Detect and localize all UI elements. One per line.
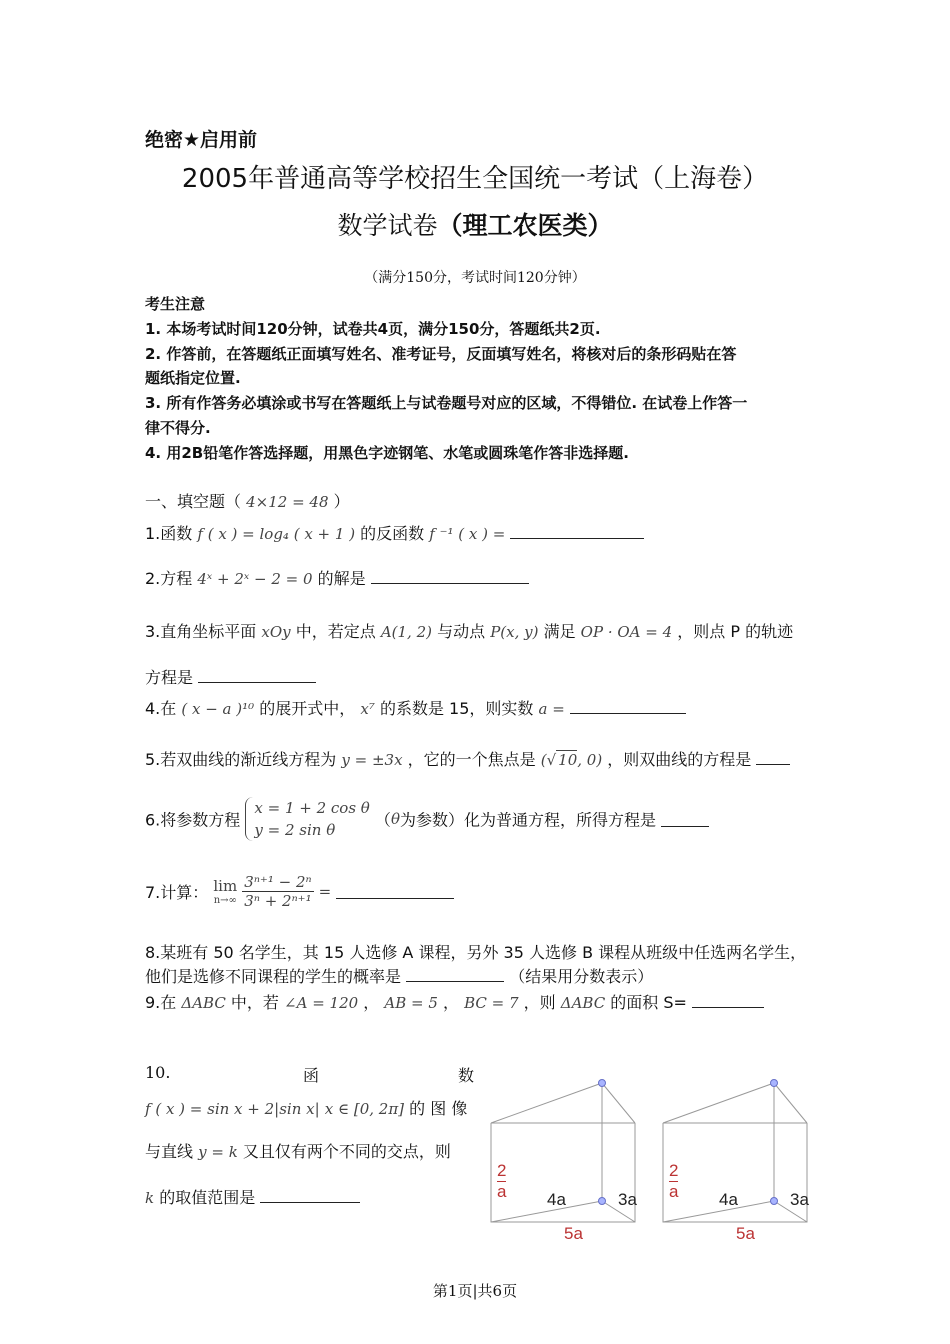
exam-subtitle	[0, 206, 950, 242]
confidential-mark: 绝密★启用前	[145, 129, 258, 151]
notice-item-2-cont: 题纸指定位置.	[145, 369, 241, 387]
question-5	[145, 747, 790, 770]
q3-point-p: P(x, y)	[490, 623, 539, 641]
q6-row-x: x = 1 + 2 cos θ	[254, 799, 370, 817]
notice-item-4: 4. 用2B铅笔作答选择题，用黑色字迹钢笔、水笔或圆珠笔作答非选择题.	[145, 444, 629, 462]
q10-domain: x ∈ [0, 2π]	[324, 1100, 405, 1118]
q7-lim-word: lim	[213, 877, 238, 895]
q7-lim-sub: n→∞	[213, 895, 237, 906]
q4-variable: a =	[538, 700, 565, 718]
q9-text-f: 的面积 S=	[610, 993, 687, 1012]
prism-left-frac-den: a	[497, 1182, 507, 1201]
q2-equation: 4ˣ + 2ˣ − 2 = 0	[197, 570, 313, 588]
prism-right-label-5a: 5a	[736, 1224, 755, 1243]
q5-text-c: ，则双曲线的方程是	[607, 750, 752, 769]
question-4	[145, 696, 686, 719]
prism-left-label-4a: 4a	[547, 1190, 566, 1209]
q3-text-a: 3.直角坐标平面	[145, 622, 257, 641]
prism-left-top-right	[602, 1083, 635, 1123]
prism-right-label-3a: 3a	[790, 1190, 809, 1209]
question-8-line-2	[145, 964, 653, 987]
q7-numerator: 3ⁿ⁺¹ − 2ⁿ	[244, 873, 312, 891]
notice-item-1: 1. 本场考试时间120分钟，试卷共4页，满分150分，答题纸共2页.	[145, 320, 601, 338]
prism-left-frac-num: 2	[497, 1161, 507, 1180]
q5-asymptote: y = ±3x	[341, 751, 403, 769]
question-2	[145, 566, 529, 589]
q7-equals: =	[318, 882, 332, 901]
q10-line: y = k	[198, 1143, 238, 1161]
question-6	[145, 797, 709, 841]
q1-text-b: 的反函数	[360, 524, 425, 543]
subtitle-category: （理工农医类）	[437, 211, 613, 240]
notice-item-2: 2. 作答前，在答题纸正面填写姓名、准考证号，反面填写姓名，将核对后的条形码贴在答	[145, 345, 737, 363]
exam-title: 2005年普通高等学校招生全国统一考试（上海卷）	[181, 164, 769, 194]
q5-focus-close: , 0)	[577, 751, 603, 769]
prism-right-frac-den: a	[669, 1182, 679, 1201]
q10-word-1: 函	[303, 1066, 320, 1085]
q8-answer-blank[interactable]	[406, 967, 504, 982]
q10-k: k	[145, 1189, 155, 1207]
page-footer: 第1页|共6页	[432, 1282, 518, 1300]
question-1	[145, 521, 644, 544]
q4-text-b: 的展开式中，	[259, 699, 356, 718]
q4-answer-blank[interactable]	[570, 699, 686, 714]
q10-text-b: 的 图 像	[409, 1099, 468, 1118]
section-label: 一、填空题（	[145, 492, 242, 511]
q6-text-a: 6.将参数方程	[145, 810, 241, 830]
prism-right-height-label	[669, 1161, 678, 1202]
section-heading	[145, 489, 350, 512]
prism-right-frac-num: 2	[669, 1161, 679, 1180]
q10-text-e: 的取值范围是	[159, 1188, 256, 1207]
q6-row-y: y = 2 sin θ	[254, 821, 336, 839]
subtitle-main: 数学试卷	[337, 211, 438, 240]
q9-text-a: 9.在	[145, 993, 177, 1012]
prism-right-top-vertex	[771, 1080, 778, 1087]
question-7	[145, 873, 454, 910]
q3-plane: xOy	[261, 623, 291, 641]
q10-word-2: 数	[458, 1066, 475, 1085]
section-close: ）	[333, 492, 350, 511]
q7-text-a: 7.计算：	[145, 883, 209, 902]
q10-number: 10.	[145, 1063, 171, 1082]
notice-heading: 考生注意	[145, 295, 206, 313]
q10-function: f ( x ) = sin x + 2|sin x|	[145, 1100, 320, 1118]
q6-text-b: （	[374, 810, 391, 830]
q5-focus-open: (	[540, 751, 547, 769]
q3-point-a: A(1, 2)	[380, 623, 432, 641]
question-10-line-3	[145, 1139, 451, 1162]
q10-text-d: 又且仅有两个不同的交点，则	[242, 1142, 451, 1161]
prism-left-label-5a: 5a	[564, 1224, 583, 1243]
prism-right-top-left	[663, 1083, 774, 1123]
q2-text-a: 2.方程	[145, 569, 193, 588]
q8-text-a: 他们是选修不同课程的学生的概率是	[145, 967, 402, 986]
q10-answer-blank[interactable]	[260, 1188, 360, 1203]
q1-answer-blank[interactable]	[510, 524, 644, 539]
q9-comma-1: ，	[363, 993, 380, 1012]
notice-item-3-cont: 律不得分.	[145, 419, 211, 437]
q9-angle: ∠A = 120	[284, 994, 359, 1012]
prism-figures	[488, 1075, 813, 1250]
prism-figures-svg	[488, 1075, 813, 1250]
q5-focus: (√ 10, 0)	[540, 751, 603, 769]
notice-item-3: 3. 所有作答务必填涂或书写在答题纸上与试卷题号对应的区域，不得错位. 在试卷上作答一	[145, 394, 748, 412]
question-3	[145, 619, 793, 642]
question-10	[145, 1063, 475, 1085]
q3-text-e: ，则点 P 的轨迹	[677, 622, 794, 641]
q3-text-c: 与动点	[437, 622, 486, 641]
q8-text-b: （结果用分数表示）	[509, 967, 654, 986]
question-8: 8.某班有 50 名学生，其 15 人选修 A 课程，另外 35 人选修 B 课程从班级中任选两名学生，	[145, 943, 807, 962]
q10-text-c: 与直线	[145, 1142, 194, 1161]
q2-answer-blank[interactable]	[371, 569, 529, 584]
q1-text-a: 1.函数	[145, 524, 193, 543]
prism-left-height-label	[497, 1161, 506, 1202]
prism-right-top-right	[774, 1083, 807, 1123]
q6-parametric-system	[245, 797, 369, 841]
q6-text-c: 为参数）化为普通方程，所得方程是	[399, 810, 656, 830]
q3-text-d: 满足	[543, 622, 576, 641]
q4-term: x⁷	[360, 700, 375, 718]
q7-limit	[213, 877, 237, 906]
q9-text-e: ，则	[523, 993, 556, 1012]
score-time-line: （满分150分，考试时间120分钟）	[364, 270, 586, 286]
q5-focus-radicand: 10	[558, 751, 578, 769]
q7-answer-blank[interactable]	[336, 884, 454, 899]
q9-side-bc: BC = 7	[464, 994, 519, 1012]
q2-text-b: 的解是	[317, 569, 366, 588]
q1-function: f ( x ) = log₄ ( x + 1 )	[197, 525, 356, 543]
q1-inverse: f ⁻¹ ( x ) =	[429, 525, 506, 543]
q6-answer-blank[interactable]	[661, 812, 709, 827]
section-score-math: 4×12 = 48	[246, 493, 329, 511]
q9-comma-2: ，	[442, 993, 459, 1012]
prism-right-label-4a: 4a	[719, 1190, 738, 1209]
q7-fraction	[242, 873, 313, 910]
q3-dot-product: OP · OA = 4	[580, 623, 673, 641]
q9-answer-blank[interactable]	[692, 993, 764, 1008]
prism-left-label-3a: 3a	[618, 1190, 637, 1209]
q3-text-b: 中，若定点	[295, 622, 376, 641]
prism-left-top-left	[491, 1083, 602, 1123]
q9-text-b: 中，若	[230, 993, 279, 1012]
prism-left-top-vertex	[599, 1080, 606, 1087]
q3-answer-blank[interactable]	[198, 668, 316, 683]
q5-answer-blank[interactable]	[756, 750, 790, 765]
question-3-line-2	[145, 665, 316, 688]
question-10-line-2	[145, 1096, 467, 1119]
q5-text-a: 5.若双曲线的渐近线方程为	[145, 750, 337, 769]
prism-left-bottom-vertex	[599, 1198, 606, 1205]
q9-triangle: ΔABC	[181, 994, 226, 1012]
q4-binomial: ( x − a )¹⁰	[181, 700, 255, 718]
q6-theta: θ	[390, 810, 400, 828]
q4-text-a: 4.在	[145, 699, 177, 718]
q7-denominator: 3ⁿ + 2ⁿ⁺¹	[244, 892, 312, 910]
prism-right-bottom-vertex	[771, 1198, 778, 1205]
q5-text-b: ，它的一个焦点是	[407, 750, 536, 769]
question-9	[145, 990, 764, 1013]
q3-line2-text: 方程是	[145, 668, 194, 687]
question-10-line-4	[145, 1185, 360, 1208]
q9-triangle-2: ΔABC	[560, 994, 606, 1012]
q4-text-c: 的系数是 15，则实数	[379, 699, 534, 718]
q9-side-ab: AB = 5	[384, 994, 438, 1012]
